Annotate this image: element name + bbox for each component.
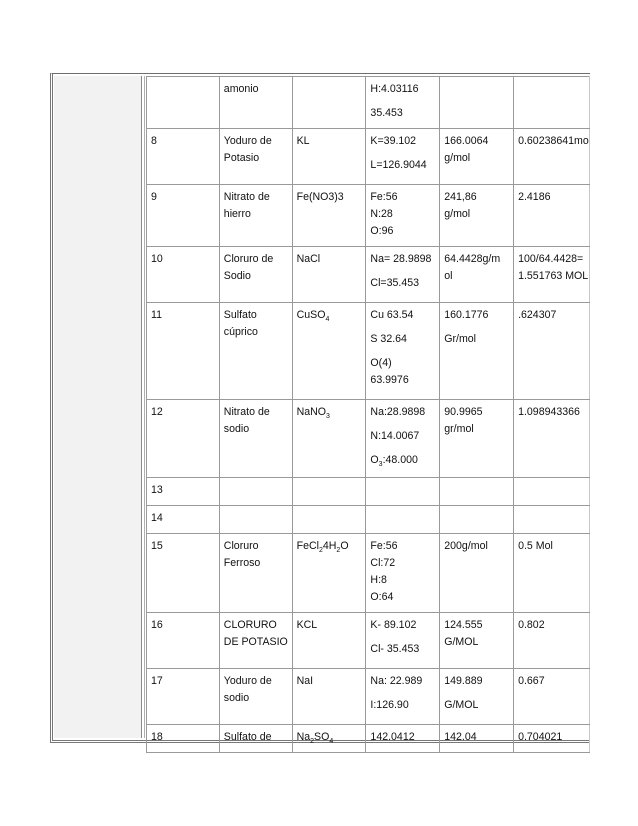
molar-mass-line: g/mol — [444, 208, 471, 220]
atomic-mass-line: 63.9976 — [370, 374, 409, 386]
formula-cell — [292, 478, 366, 506]
formula-cell — [292, 506, 366, 534]
formula-line: NaNO$_3$ — [296, 406, 330, 421]
compound-name-cell — [219, 303, 292, 400]
molar-mass-line: 124.555 — [444, 619, 483, 631]
formula-cell — [292, 400, 366, 478]
table-row — [147, 77, 590, 129]
paragraph-gap — [370, 324, 436, 331]
compound-name-cell — [219, 669, 292, 725]
molar-mass-cell — [440, 400, 514, 478]
subscript: 3 — [326, 413, 330, 421]
atomic-mass-line: O:96 — [370, 225, 394, 237]
paragraph-gap — [370, 348, 436, 355]
subscript: 3 — [378, 461, 383, 469]
formula-cell — [292, 185, 366, 247]
compound-name-line: cúprico — [223, 326, 258, 338]
compound-name-line: Potasio — [223, 152, 260, 164]
paragraph-gap — [370, 421, 436, 428]
atomic-mass-cell — [366, 613, 440, 669]
compound-name-cell — [219, 129, 292, 185]
row-number: 8 — [151, 135, 157, 147]
atomic-mass-cell — [366, 185, 440, 247]
atomic-mass-line: H:8 — [370, 574, 387, 586]
compound-name-line: Yoduro de — [223, 135, 272, 147]
table-row — [147, 478, 590, 506]
atomic-mass-line: O:64 — [370, 591, 394, 603]
atomic-mass-cell — [366, 478, 440, 506]
molar-mass-cell — [440, 185, 514, 247]
moles-line: 0.802 — [518, 619, 545, 631]
compound-name-cell — [219, 478, 292, 506]
compound-name-line: CLORURO — [223, 619, 277, 631]
formula-line: CuSO$_4$ — [296, 309, 330, 324]
atomic-mass-line: K- 89.102 — [370, 619, 417, 631]
compound-name-cell — [219, 725, 292, 753]
atomic-mass-line: S 32.64 — [370, 333, 407, 345]
moles-cell — [514, 478, 590, 506]
compound-name-cell — [219, 613, 292, 669]
table-row — [147, 400, 590, 478]
paragraph-gap — [370, 98, 436, 105]
subscript: 4 — [325, 316, 330, 324]
table-row — [147, 506, 590, 534]
paragraph-gap — [444, 690, 510, 697]
formula-line: KL — [296, 135, 310, 147]
moles-line: .624307 — [518, 309, 557, 321]
molar-mass-cell — [440, 725, 514, 753]
molar-mass-cell — [440, 669, 514, 725]
subscript: 4 — [329, 738, 334, 746]
formula-cell — [292, 725, 366, 753]
compound-name-cell — [219, 77, 292, 129]
molar-mass-line: 200g/mol — [444, 540, 488, 552]
molar-mass-line: Gr/mol — [444, 333, 477, 345]
compound-name-line: Cloruro — [223, 540, 259, 552]
compound-name-cell — [219, 534, 292, 613]
margin-divider — [144, 76, 145, 738]
atomic-mass-line: Fe:56 — [370, 191, 398, 203]
row-number-cell — [147, 400, 220, 478]
molar-mass-cell — [440, 506, 514, 534]
subscript: 2 — [310, 738, 315, 746]
atomic-mass-line: Cl:72 — [370, 557, 396, 569]
molar-mass-cell — [440, 303, 514, 400]
row-number-cell — [147, 506, 220, 534]
moles-line: 100/64.4428= — [518, 253, 584, 265]
atomic-mass-cell — [366, 303, 440, 400]
atomic-mass-line: $O_3:48.000$ — [370, 454, 418, 469]
molar-mass-cell — [440, 77, 514, 129]
atomic-mass-cell — [366, 129, 440, 185]
formula-cell — [292, 247, 366, 303]
compound-name-cell — [219, 400, 292, 478]
molar-mass-cell — [440, 129, 514, 185]
moles-line: 0.667 — [518, 675, 545, 687]
table-row — [147, 247, 590, 303]
molar-mass-line: 64.4428g/m — [444, 253, 501, 265]
moles-cell — [514, 506, 590, 534]
row-number-cell — [147, 303, 220, 400]
atomic-mass-line: Cl=35.453 — [370, 277, 420, 289]
paragraph-gap — [370, 150, 436, 157]
compound-name-line: Sulfato — [223, 309, 257, 321]
atomic-mass-cell — [366, 400, 440, 478]
compound-name-line: Nitrato de — [223, 191, 270, 203]
molar-mass-line: G/MOL — [444, 699, 479, 711]
row-number-cell — [147, 129, 220, 185]
formula-line: NaI — [296, 675, 314, 687]
compound-name-line: amonio — [223, 83, 259, 95]
paragraph-gap — [370, 445, 436, 452]
row-number: 14 — [151, 512, 163, 524]
formula-line: KCL — [296, 619, 318, 631]
table-row — [147, 185, 590, 247]
moles-line: 1.551763 MOL — [518, 270, 589, 282]
row-number: 15 — [151, 540, 163, 552]
left-margin-panel — [54, 76, 142, 738]
molar-mass-line: 160.1776 — [444, 309, 489, 321]
paragraph-gap — [444, 324, 510, 331]
atomic-mass-line: Cu 63.54 — [370, 309, 414, 321]
atomic-mass-cell — [366, 247, 440, 303]
row-number-cell — [147, 185, 220, 247]
atomic-mass-line: 35.453 — [370, 107, 403, 119]
compounds-table — [146, 76, 590, 753]
atomic-mass-line: 142.0412 — [370, 731, 415, 743]
paragraph-gap — [370, 690, 436, 697]
molar-mass-line: 142.04 — [444, 731, 477, 743]
row-number: 18 — [151, 731, 163, 743]
atomic-mass-line: Na:28.9898 — [370, 406, 426, 418]
row-number-cell — [147, 669, 220, 725]
molar-mass-line: ol — [444, 270, 453, 282]
atomic-mass-cell — [366, 669, 440, 725]
formula-line: Fe(NO3)3 — [296, 191, 344, 203]
compound-name-line: Ferroso — [223, 557, 261, 569]
compound-name-line: hierro — [223, 208, 251, 220]
formula-cell — [292, 77, 366, 129]
table-row — [147, 613, 590, 669]
compound-name-line: DE POTASIO — [223, 636, 288, 648]
formula-line: NaCl — [296, 253, 321, 265]
atomic-mass-line: Na= 28.9898 — [370, 253, 432, 265]
moles-cell — [514, 613, 590, 669]
row-number-cell — [147, 613, 220, 669]
formula-line: $FeCl_24H_2O$ — [296, 540, 349, 555]
compound-name-line: sodio — [223, 423, 250, 435]
row-number: 16 — [151, 619, 163, 631]
atomic-mass-line: N:28 — [370, 208, 393, 220]
compound-name-cell — [219, 185, 292, 247]
molar-mass-line: gr/mol — [444, 423, 474, 435]
moles-cell — [514, 400, 590, 478]
atomic-mass-cell — [366, 725, 440, 753]
row-number: 17 — [151, 675, 163, 687]
molar-mass-cell — [440, 534, 514, 613]
paragraph-gap — [370, 268, 436, 275]
row-number-cell — [147, 534, 220, 613]
formula-line: $Na_2SO_4$ — [296, 731, 334, 746]
molar-mass-line: G/MOL — [444, 636, 479, 648]
atomic-mass-line: L=126.9044 — [370, 159, 427, 171]
molar-mass-cell — [440, 247, 514, 303]
formula-cell — [292, 669, 366, 725]
atomic-mass-line: K=39.102 — [370, 135, 417, 147]
atomic-mass-line: Fe:56 — [370, 540, 398, 552]
atomic-mass-cell — [366, 506, 440, 534]
atomic-mass-cell — [366, 534, 440, 613]
table-row — [147, 534, 590, 613]
compound-name-line: Cloruro de — [223, 253, 274, 265]
table-row — [147, 725, 590, 753]
row-number: 11 — [151, 309, 162, 321]
molar-mass-line: 241,86 — [444, 191, 477, 203]
row-number-cell — [147, 725, 220, 753]
formula-cell — [292, 613, 366, 669]
moles-line: 0.704021 — [518, 731, 563, 743]
molar-mass-cell — [440, 613, 514, 669]
row-number: 9 — [151, 191, 157, 203]
atomic-mass-line: O(4) — [370, 357, 392, 369]
moles-line: 2.4186 — [518, 191, 551, 203]
molar-mass-cell — [440, 478, 514, 506]
compound-name-cell — [219, 247, 292, 303]
row-number-cell — [147, 478, 220, 506]
formula-cell — [292, 129, 366, 185]
row-number-cell — [147, 247, 220, 303]
atomic-mass-line: Na: 22.989 — [370, 675, 423, 687]
table-row — [147, 129, 590, 185]
paragraph-gap — [370, 634, 436, 641]
subscript: 2 — [336, 547, 341, 555]
molar-mass-line: 166.0064 — [444, 135, 489, 147]
compound-name-line: Sodio — [223, 270, 251, 282]
row-number: 12 — [151, 406, 163, 418]
molar-mass-line: g/mol — [444, 152, 471, 164]
compound-name-line: Nitrato de — [223, 406, 270, 418]
molar-mass-line: 90.9965 — [444, 406, 483, 418]
atomic-mass-line: H:4.03116 — [370, 83, 419, 95]
atomic-mass-cell — [366, 77, 440, 129]
moles-cell — [514, 534, 590, 613]
atomic-mass-line: Cl- 35.453 — [370, 643, 420, 655]
moles-cell — [514, 77, 590, 129]
atomic-mass-line: I:126.90 — [370, 699, 409, 711]
row-number-cell — [147, 77, 220, 129]
molar-mass-line: 149.889 — [444, 675, 483, 687]
moles-cell — [514, 185, 590, 247]
row-number: 13 — [151, 484, 163, 496]
moles-line: 0.60238641mo — [518, 135, 589, 147]
moles-line: 0.5 Mol — [518, 540, 553, 552]
subscript: 2 — [318, 547, 323, 555]
compound-name-line: Yoduro de — [223, 675, 272, 687]
table-row — [147, 303, 590, 400]
compound-name-line: sodio — [223, 692, 250, 704]
formula-cell — [292, 303, 366, 400]
moles-cell — [514, 129, 590, 185]
moles-cell — [514, 303, 590, 400]
compound-name-cell — [219, 506, 292, 534]
moles-line: 1.098943366 — [518, 406, 580, 418]
table-row — [147, 669, 590, 725]
atomic-mass-line: N:14.0067 — [370, 430, 420, 442]
moles-cell — [514, 669, 590, 725]
moles-cell — [514, 247, 590, 303]
moles-cell — [514, 725, 590, 753]
compound-name-line: Sulfato de — [223, 731, 272, 743]
formula-cell — [292, 534, 366, 613]
row-number: 10 — [151, 253, 163, 265]
